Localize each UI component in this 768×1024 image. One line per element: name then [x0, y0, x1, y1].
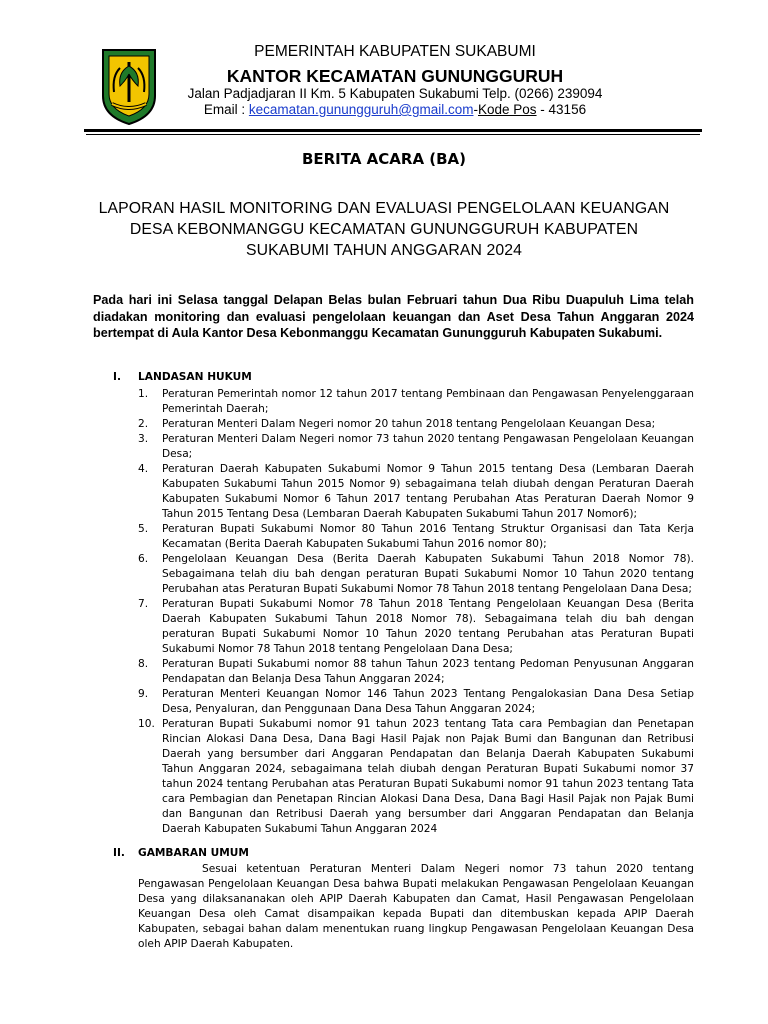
- letterhead-contact: [160, 102, 630, 117]
- legal-basis-item-text: Peraturan Pemerintah nomor 12 tahun 2017 tentang Pembinaan dan Pengawasan Penyelenggaraan Pemerintah Daerah;: [162, 388, 694, 415]
- legal-basis-item: [138, 552, 694, 597]
- legal-basis-item-text: Peraturan Menteri Dalam Negeri nomor 73 tahun 2020 tentang Pengawasan Pengelolaan Keuangan Desa;: [162, 433, 694, 460]
- section-1-number: I.: [113, 371, 121, 383]
- legal-basis-item-text: Peraturan Bupati Sukabumi Nomor 80 Tahun 2016 Tentang Struktur Organisasi dan Tata Kerja Kecamatan (Berita Daerah Kabupaten Sukabumi Tahun 2016 nomor 80);: [162, 523, 694, 550]
- legal-basis-item-text: Peraturan Bupati Sukabumi nomor 91 tahun 2023 tentang Tata cara Pembagian dan Penetapan Rincian Alokasi Dana Desa, Dana Bagi Hasil Pajak non Pajak Bumi dan Bangunan dan Retribusi Daerah yang bersumber dari Anggaran Pendapatan dan Belanja Daerah Kabupaten Sukabumi Tahun Anggaran 2024, sebagaimana telah diubah dengan Peraturan Bupati Sukabumi nomor 37 tahun 2024 tentang Perubahan atas Peraturan Bupati Sukabumi nomor 91 tahun 2023 tentang Tata cara Pembagian dan Penetapan Rincian Alokasi Dana Desa, Dana Bagi Hasil Pajak non Pajak Bumi dan Bangunan dan Retribusi Daerah yang bersumber dari Anggaran Pendapatan dan Belanja Daerah Kabupaten Sukabumi Tahun Anggaran 2024: [162, 718, 694, 835]
- postal-code: - 43156: [536, 102, 587, 117]
- legal-basis-list: [138, 387, 694, 837]
- legal-basis-item-number: 9.: [138, 688, 149, 700]
- legal-basis-item-number: 10.: [138, 718, 155, 730]
- report-title: LAPORAN HASIL MONITORING DAN EVALUASI PENGELOLAAN KEUANGAN DESA KEBONMANGGU KECAMATAN GUNUNGGURUH KABUPATEN SUKABUMI TAHUN ANGGARAN 2024: [98, 200, 670, 259]
- postal-label: Kode Pos: [478, 102, 537, 117]
- kabupaten-emblem-logo: [100, 46, 158, 126]
- legal-basis-item: [138, 597, 694, 657]
- email-link[interactable]: kecamatan.gunungguruh@gmail.com: [248, 102, 474, 117]
- legal-basis-item: [138, 387, 694, 417]
- legal-basis-item: [138, 687, 694, 717]
- letterhead-government: PEMERINTAH KABUPATEN SUKABUMI: [254, 43, 536, 60]
- legal-basis-item-number: 7.: [138, 598, 149, 610]
- email-label: Email :: [203, 102, 249, 117]
- legal-basis-item: [138, 462, 694, 522]
- section-2-heading: GAMBARAN UMUM: [138, 847, 249, 859]
- document-title: BERITA ACARA (BA): [301, 150, 467, 168]
- letterhead-rule-thin: [86, 134, 700, 135]
- legal-basis-item: [138, 522, 694, 552]
- letterhead-address: Jalan Padjadjaran II Km. 5 Kabupaten Sukabumi Telp. (0266) 239094: [187, 86, 603, 101]
- legal-basis-item: [138, 432, 694, 462]
- postal-separator: -: [473, 102, 478, 117]
- legal-basis-item-number: 3.: [138, 433, 149, 445]
- legal-basis-item-number: 8.: [138, 658, 149, 670]
- legal-basis-item-text: Peraturan Bupati Sukabumi Nomor 78 Tahun 2018 Tentang Pengelolaan Keuangan Desa (Berita Daerah Kabupaten Sukabumi Tahun 2018 Nomor 78). Sebagaimana telah diu bah dengan peraturan Bupati Sukabumi Nomor 10 Tahun 2020 tentang Perubahan atas Peraturan Bupati Sukabumi Nomor 78 Tahun 2018 tentang Pengelolaan Dana Desa;: [162, 598, 694, 655]
- section-1-heading: LANDASAN HUKUM: [138, 371, 252, 383]
- intro-paragraph: Pada hari ini Selasa tanggal Delapan Belas bulan Februari tahun Dua Ribu Duapuluh Lima telah diadakan monitoring dan evaluasi pengelolaan keuangan dan Aset Desa Tahun Anggaran 2024 bertempat di Aula Kantor Desa Kebonmanggu Kecamatan Gunungguruh Kabupaten Sukabumi.: [93, 293, 694, 340]
- legal-basis-item-text: Peraturan Bupati Sukabumi nomor 88 tahun Tahun 2023 tentang Pedoman Penyusunan Anggaran Pendapatan dan Belanja Desa Tahun Anggaran 2024;: [162, 658, 694, 685]
- legal-basis-item-number: 2.: [138, 418, 149, 430]
- legal-basis-item-text: Peraturan Menteri Dalam Negeri nomor 20 tahun 2018 tentang Pengelolaan Keuangan Desa;: [162, 418, 656, 430]
- legal-basis-item: [138, 417, 694, 432]
- legal-basis-item-number: 6.: [138, 553, 149, 565]
- letterhead-office: KANTOR KECAMATAN GUNUNGGURUH: [226, 66, 564, 86]
- legal-basis-item-text: Pengelolaan Keuangan Desa (Berita Daerah Kabupaten Sukabumi Tahun 2018 Nomor 78). Sebagaimana telah diu bah dengan peraturan Bupati Sukabumi Nomor 10 Tahun 2020 tentang Perubahan atas Peraturan Bupati Sukabumi Nomor 78 Tahun 2018 tentang Pengelolaan Dana Desa;: [162, 553, 694, 595]
- legal-basis-item-number: 5.: [138, 523, 149, 535]
- legal-basis-item-number: 1.: [138, 388, 149, 400]
- legal-basis-item-number: 4.: [138, 463, 149, 475]
- legal-basis-item: [138, 657, 694, 687]
- legal-basis-item-text: Peraturan Menteri Keuangan Nomor 146 Tahun 2023 Tentang Pengalokasian Dana Desa Setiap Desa, Penyaluran, dan Penggunaan Dana Desa Tahun Anggaran 2024;: [162, 688, 694, 715]
- letterhead-rule-thick: [84, 129, 702, 132]
- section-2-number: II.: [113, 847, 125, 859]
- general-overview-paragraph: Sesuai ketentuan Peraturan Menteri Dalam Negeri nomor 73 tahun 2020 tentang Pengawasan Pengelolaan Keuangan Desa bahwa Bupati melakukan Pengawasan Pengelolaan Keuangan Desa yang dilaksananakan oleh APIP Daerah Kabupaten dan Camat, Hasil Pengawasan Pengelolaan Keuangan Desa oleh Camat disampaikan kepada Bupati dan ditembuskan kepada APIP Daerah Kabupaten, sebagai bahan dalam menentukan ruang lingkup Pengawasan Pengelolaan Keuangan Desa oleh APIP Daerah Kabupaten.: [138, 863, 694, 950]
- legal-basis-item: [138, 717, 694, 837]
- legal-basis-item-text: Peraturan Daerah Kabupaten Sukabumi Nomor 9 Tahun 2015 tentang Desa (Lembaran Daerah Kabupaten Sukabumi Tahun 2015 Nomor 9) sebagaimana telah diubah dengan Peraturan Daerah Kabupaten Sukabumi Nomor 6 Tahun 2017 tentang Perubahan Atas Peraturan Daerah Nomor 9 Tahun 2015 Tentang Desa (Lembaran Daerah Kabupaten Sukabumi Tahun 2017 Nomor6);: [162, 463, 694, 520]
